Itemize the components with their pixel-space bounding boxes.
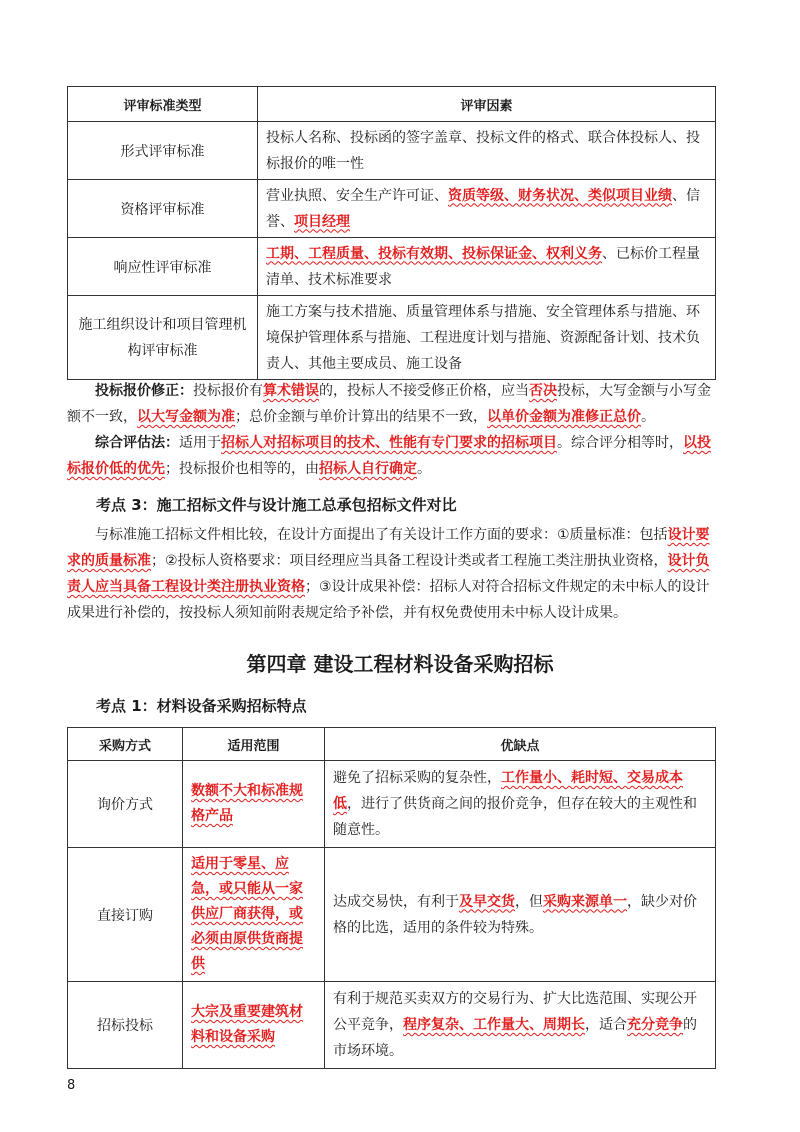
factor-text: 投标人名称、投标函的签字盖章、投标文件的格式、联合体投标人、投标报价的唯一性 [266, 129, 700, 172]
body-text: 与标准施工招标文件相比较，在设计方面提出了有关设计工作方面的要求：①质量标准：包括 [95, 527, 668, 543]
table-row [68, 761, 716, 848]
body-text: 有利于规范买卖双方的交易行为、扩大比选范围、实现公开公平竞争， [333, 991, 697, 1033]
pros-cons-cell [325, 982, 716, 1069]
factors-cell [258, 296, 716, 380]
table-row [68, 982, 716, 1069]
key-point-text: 以大写金额为准 [137, 409, 235, 425]
chapter-title: 第四章 建设工程材料设备采购招标 [246, 652, 554, 676]
scope-cell [183, 761, 325, 848]
factors-cell [258, 122, 716, 180]
body-text: ；投标报价也相等的，由 [165, 461, 319, 477]
key-point-text: 充分竞争 [627, 1017, 683, 1033]
key-point-text: 资质等级、财务状况、类似项目业绩 [448, 187, 672, 204]
table-row [68, 180, 716, 238]
key-point-text: 数额不大和标准规格产品 [191, 783, 303, 824]
body-text: 达成交易快，有利于 [333, 893, 459, 910]
method-cell: 直接订购 [68, 848, 183, 982]
key-point-text: 以投标报价低的优先 [67, 435, 711, 477]
table-row [68, 122, 716, 180]
term-label: 综合评估法： [95, 435, 179, 451]
key-point-text: 以单价金额为准修正总价 [487, 409, 641, 425]
header-cell: 评审因素 [258, 87, 716, 122]
factor-text: 施工方案与技术措施、质量管理体系与措施、安全管理体系与措施、环境保护管理体系与措施、工程进度计划与措施、资源配备计划、技术负责人、其他主要成员、施工设备 [266, 303, 700, 372]
key-point-text: 招标人对招标项目的技术、性能有专门要求的招标项目 [221, 435, 557, 451]
pros-cons-cell [325, 761, 716, 848]
body-text: 的，投标人不接受修正价格，应当 [319, 383, 529, 399]
header-cell: 采购方式 [68, 728, 183, 761]
body-text: ，适合 [585, 1017, 627, 1033]
key-point-text: 项目经理 [294, 213, 350, 230]
body-text: 避免了招标采购的复杂性， [333, 770, 501, 786]
key-point-text: 否决 [529, 383, 557, 399]
section-heading: 考点 3：施工招标文件与设计施工总承包招标文件对比 [96, 496, 457, 514]
table-header-row [68, 728, 716, 761]
comprehensive-evaluation-paragraph [67, 430, 717, 482]
scope-cell [183, 848, 325, 982]
standard-type-cell: 形式评审标准 [68, 122, 258, 180]
factor-text: 营业执照、安全生产许可证、 [266, 187, 448, 204]
key-point-text: 及早交货 [459, 893, 515, 910]
table-row [68, 238, 716, 296]
standard-type-cell: 资格评审标准 [68, 180, 258, 238]
table-row [68, 296, 716, 380]
table-row [68, 848, 716, 982]
key-point-text: 设计负责人应当具备工程设计类注册执业资格 [67, 553, 710, 595]
standard-type-cell: 施工组织设计和项目管理机构评审标准 [68, 296, 258, 380]
standard-type-cell: 响应性评审标准 [68, 238, 258, 296]
body-text: 投标，大写金额与小写金额不一致， [67, 383, 711, 425]
header-cell: 适用范围 [183, 728, 325, 761]
key-point-text: 工作量小、耗时短、交易成本低 [333, 770, 683, 812]
table-header-row [68, 87, 716, 122]
body-text: ；总价金额与单价计算出的结果不一致， [235, 409, 487, 425]
body-text: ；②投标人资格要求：项目经理应当具备工程设计类或者工程施工类注册执业资格， [151, 553, 668, 569]
factors-cell [258, 238, 716, 296]
body-text: 适用于 [179, 435, 221, 451]
method-cell: 招标投标 [68, 982, 183, 1069]
key-point-text: 程序复杂、工作量大、周期长 [403, 1017, 585, 1033]
body-text: 。综合评分相等时， [557, 435, 683, 451]
method-cell: 询价方式 [68, 761, 183, 848]
key-point-text: 设计要求的质量标准 [67, 527, 710, 569]
body-text: ，进行了供货商之间的报价竞争，但存在较大的主观性和随意性。 [333, 796, 697, 838]
price-correction-paragraph [67, 378, 717, 430]
section-heading: 考点 1：材料设备采购招标特点 [96, 697, 307, 715]
body-text: ，缺少对价格的比选，适用的条件较为特殊。 [333, 893, 697, 936]
factor-text: 、信誉、 [266, 187, 700, 230]
body-text: 的市场环境。 [333, 1017, 697, 1059]
body-text: ，但 [515, 893, 543, 910]
factors-cell [258, 180, 716, 238]
factor-text: 、已标价工程量清单、技术标准要求 [266, 245, 700, 288]
body-text: 。 [641, 409, 655, 425]
key-point-text: 适用于零星、应急，或只能从一家供应厂商获得，或必须由原供货商提供 [191, 856, 303, 972]
page-number: 8 [67, 1078, 76, 1093]
header-cell: 优缺点 [325, 728, 716, 761]
header-cell: 评审标准类型 [68, 87, 258, 122]
body-text: 。 [417, 461, 431, 477]
evaluation-standards-table [67, 86, 716, 380]
key-point-text: 大宗及重要建筑材料和设备采购 [191, 1004, 303, 1045]
key-point-text: 采购来源单一 [543, 893, 627, 910]
procurement-methods-table [67, 727, 716, 1069]
key-point-text: 工期、工程质量、投标有效期、投标保证金、权利义务 [266, 245, 602, 262]
pros-cons-cell [325, 848, 716, 982]
body-text: 投标报价有 [193, 383, 263, 399]
body-text: ；③设计成果补偿：招标人对符合招标文件规定的未中标人的设计成果进行补偿的，按投标人须知前附表规定给予补偿，并有权免费使用未中标人设计成果。 [67, 579, 710, 621]
kaodian3-paragraph [67, 522, 717, 626]
scope-cell [183, 982, 325, 1069]
term-label: 投标报价修正： [95, 383, 193, 399]
key-point-text: 算术错误 [263, 383, 319, 399]
key-point-text: 招标人自行确定 [319, 461, 417, 477]
